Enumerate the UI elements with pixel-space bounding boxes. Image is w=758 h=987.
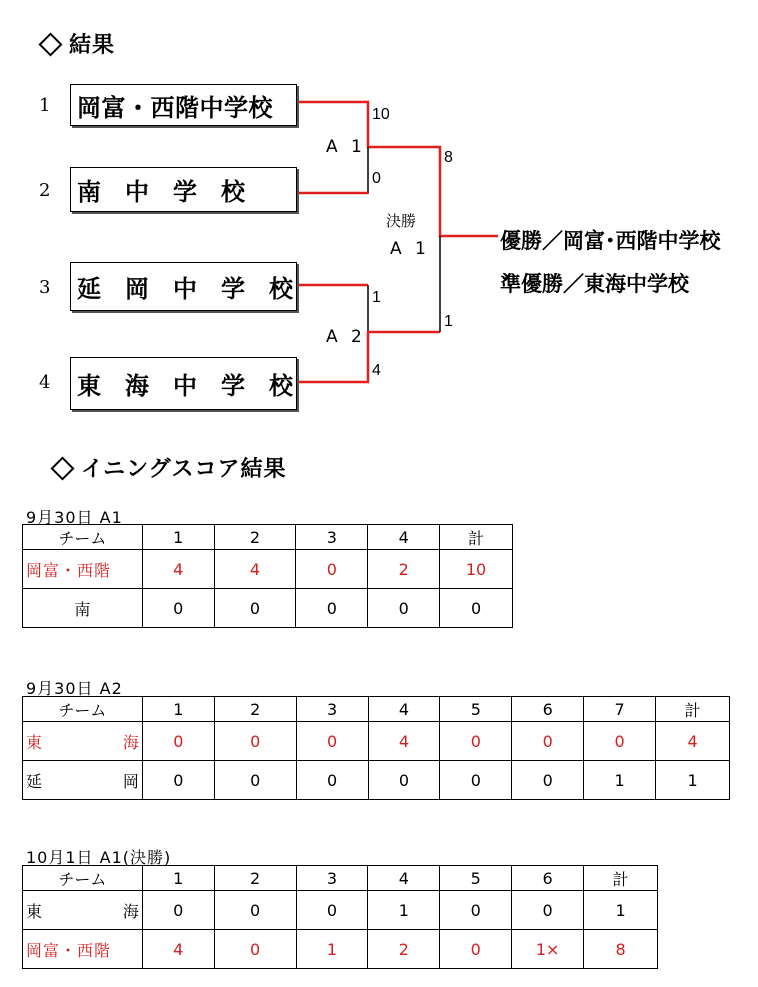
score-cell: 0: [296, 589, 368, 628]
header-cell: 4: [368, 697, 440, 722]
innings-heading: [48, 452, 286, 483]
team-name: [23, 730, 142, 753]
table-row: [23, 722, 730, 761]
team-name-4: 東 海 中 学 校: [77, 372, 293, 400]
score-cell: 0: [296, 761, 368, 800]
team-name-1: 岡富・西階中学校: [77, 93, 273, 122]
seed-1: 1: [39, 95, 51, 116]
header-cell: 計: [584, 866, 658, 891]
table-row: [23, 550, 513, 589]
score-cell: 4: [214, 550, 296, 589]
score-team3: 1: [372, 289, 381, 306]
score-cell: 0: [584, 722, 656, 761]
score-cell: 0: [214, 891, 296, 930]
match-label-a1: A 1: [326, 137, 366, 157]
results-heading-text: 結果: [69, 33, 116, 58]
score-cell: 1: [584, 761, 656, 800]
table-row: [23, 589, 513, 628]
score-cell: 0: [512, 761, 584, 800]
team-name-3: 延 岡 中 学 校: [77, 275, 293, 303]
score-cell: 0: [512, 891, 584, 930]
seed-3: 3: [39, 277, 51, 298]
total-cell: 1: [584, 891, 658, 930]
innings-table-game2: [22, 696, 730, 800]
seed-2: 2: [39, 180, 51, 201]
header-cell: 6: [512, 866, 584, 891]
bracket-line-team4: [297, 332, 440, 382]
game-caption: 9月30日 A1: [26, 508, 123, 527]
team-name-part: 延: [26, 771, 43, 791]
team-name: 岡富・西階: [26, 940, 112, 960]
innings-table-game1: [22, 524, 513, 628]
team-name-part: 東: [26, 901, 43, 921]
score-a2-final: 1: [444, 313, 453, 330]
header-cell: 計: [656, 697, 730, 722]
score-cell: 4: [142, 930, 214, 969]
header-cell: 6: [512, 697, 584, 722]
header-cell: 1: [142, 525, 214, 550]
score-cell: 0: [512, 722, 584, 761]
game-caption: 10月1日 A1(決勝): [26, 848, 172, 867]
header-cell: 3: [296, 525, 368, 550]
score-cell: 0: [142, 589, 214, 628]
game-caption: 9月30日 A2: [26, 679, 123, 698]
score-cell: 0: [214, 761, 296, 800]
score-cell: 0: [368, 589, 440, 628]
score-cell: 0: [296, 550, 368, 589]
score-cell: 0: [440, 761, 512, 800]
score-team2: 0: [372, 170, 381, 187]
header-cell: 7: [584, 697, 656, 722]
team-name-2: 南 中 学 校: [77, 178, 245, 206]
score-team1: 10: [372, 106, 390, 123]
score-cell: 0: [440, 930, 512, 969]
team-name-part: 海: [122, 901, 139, 921]
team-box-2: [70, 167, 297, 212]
header-cell: 2: [214, 866, 296, 891]
team-name: [23, 769, 142, 792]
header-cell: 2: [214, 525, 296, 550]
score-cell: 1×: [512, 930, 584, 969]
team-name: 南: [74, 599, 91, 619]
header-cell: 5: [440, 697, 512, 722]
header-cell: 4: [368, 525, 440, 550]
header-cell: 1: [142, 697, 214, 722]
score-cell: 2: [368, 550, 440, 589]
team-cell: [23, 891, 143, 930]
team-cell: [23, 761, 143, 800]
team-name-part: 海: [122, 732, 139, 752]
score-team4: 4: [372, 362, 381, 379]
team-cell: [23, 589, 143, 628]
score-cell: 2: [368, 930, 440, 969]
total-cell: 8: [584, 930, 658, 969]
table-row: [23, 930, 658, 969]
score-cell: 0: [142, 891, 214, 930]
team-box-3: [70, 262, 297, 311]
team-name: [23, 899, 142, 922]
header-row: [23, 866, 658, 891]
score-cell: 4: [142, 550, 214, 589]
table-row: [23, 891, 658, 930]
score-cell: 0: [440, 891, 512, 930]
score-cell: 1: [296, 930, 368, 969]
total-cell: 10: [440, 550, 513, 589]
match-label-a2: A 2: [326, 327, 366, 347]
header-cell: チーム: [23, 866, 143, 891]
score-cell: 1: [368, 891, 440, 930]
score-cell: 0: [214, 930, 296, 969]
header-cell: 4: [368, 866, 440, 891]
innings-heading-text: イニングスコア結果: [81, 457, 287, 482]
team-cell: [23, 722, 143, 761]
team-name: 岡富・西階: [26, 560, 112, 580]
score-cell: 0: [142, 722, 214, 761]
total-cell: 0: [440, 589, 513, 628]
team-name-part: 東: [26, 732, 43, 752]
total-cell: 1: [656, 761, 730, 800]
score-cell: 0: [296, 722, 368, 761]
header-cell: 計: [440, 525, 513, 550]
score-cell: 0: [142, 761, 214, 800]
header-row: [23, 697, 730, 722]
score-cell: 0: [214, 589, 296, 628]
score-cell: 0: [368, 761, 440, 800]
diamond-icon: [50, 456, 74, 480]
score-cell: 0: [440, 722, 512, 761]
match-label-final: A 1: [390, 239, 430, 259]
team-cell: [23, 930, 143, 969]
header-cell: 3: [296, 866, 368, 891]
score-cell: 0: [296, 891, 368, 930]
header-cell: チーム: [23, 697, 143, 722]
header-cell: 3: [296, 697, 368, 722]
total-cell: 4: [656, 722, 730, 761]
final-title: 決勝: [386, 212, 417, 230]
team-cell: [23, 550, 143, 589]
header-row: [23, 525, 513, 550]
header-cell: 1: [142, 866, 214, 891]
seed-4: 4: [39, 372, 51, 393]
score-cell: 0: [214, 722, 296, 761]
runner-up-text: 準優勝／東海中学校: [500, 272, 689, 296]
score-a1-final: 8: [444, 149, 453, 166]
header-cell: 2: [214, 697, 296, 722]
header-cell: チーム: [23, 525, 143, 550]
winner-text: 優勝／岡富･西階中学校: [500, 229, 721, 253]
score-cell: 4: [368, 722, 440, 761]
table-row: [23, 761, 730, 800]
header-cell: 5: [440, 866, 512, 891]
innings-table-game3: [22, 865, 658, 969]
team-box-4: [70, 357, 297, 410]
team-box-1: [70, 84, 297, 126]
team-name-part: 岡: [122, 771, 139, 791]
